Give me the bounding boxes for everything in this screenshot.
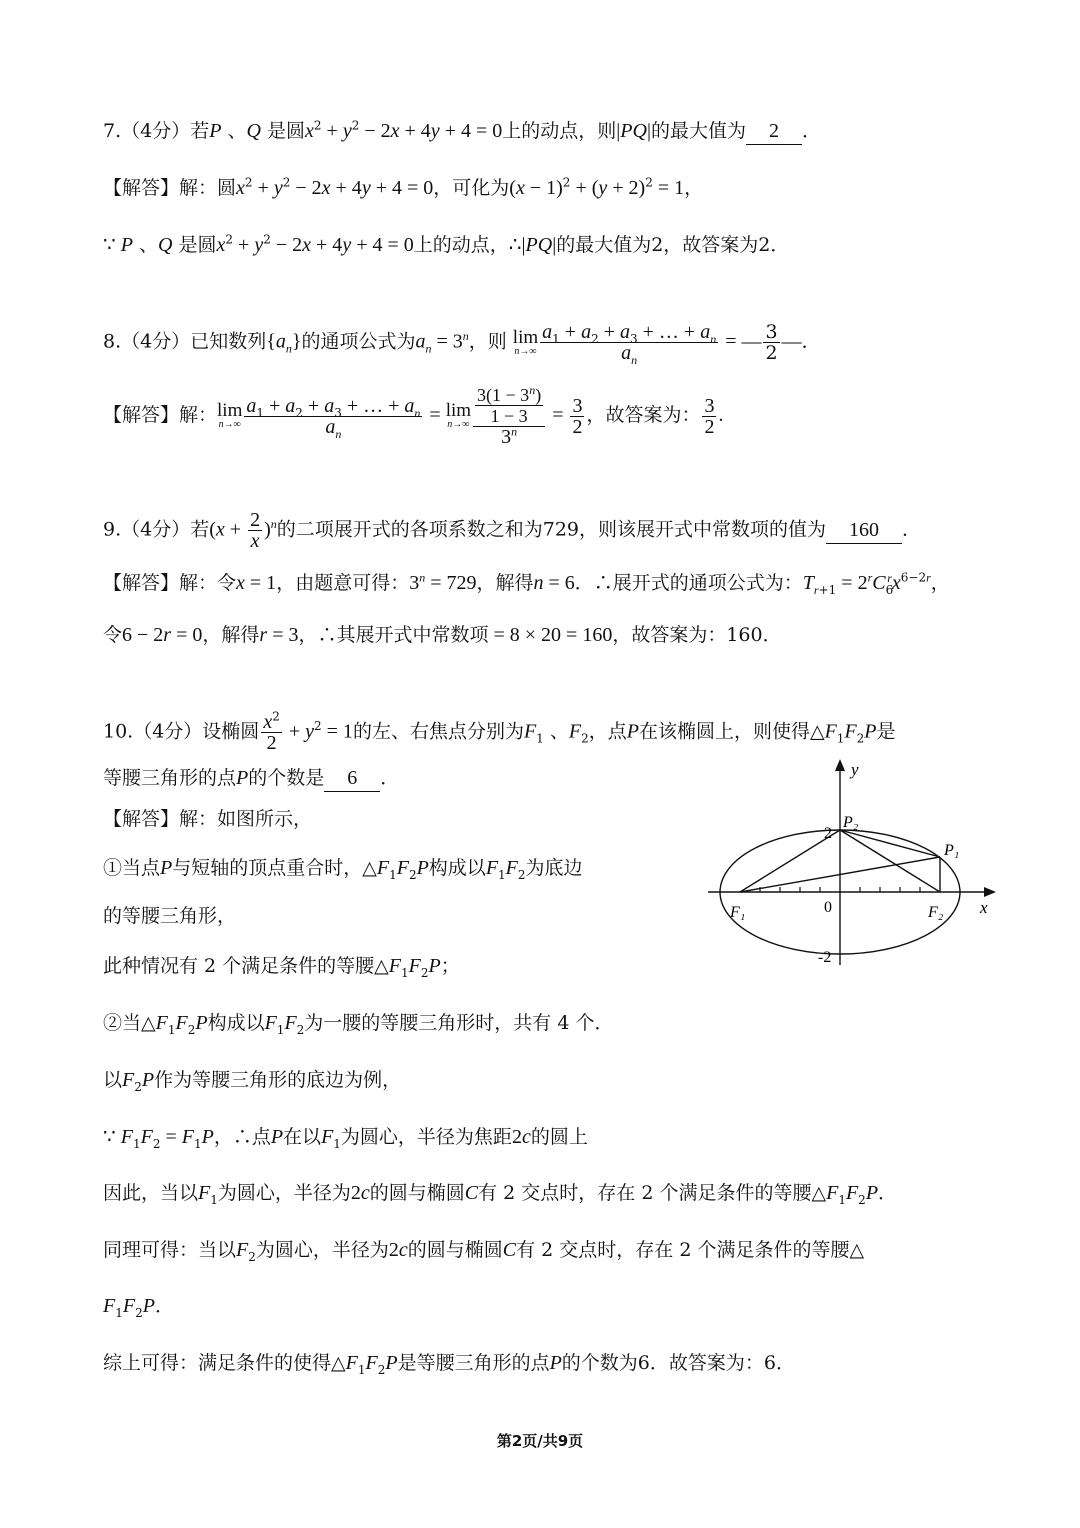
q7-answer: 2: [746, 118, 802, 145]
q8-solution: 【解答】解： lim n→∞ $\frac{a_1 + a_2 + a_3 + \dots + a_n}{a_n}$ = lim n→∞ $\frac{\frac{3(1 - 3^n)}{1 - 3}}{3^n}$ = $\frac{3}{2}$ ，故答案为： $\frac{3}{2}$ .: [103, 383, 724, 448]
q8-question: 8.（4分）已知数列$\{a_n\}$的通项公式为$a_n = 3^n$，则 lim n→∞ $\frac{a_1 + a_2 + a_3 + \dots + a_n}{a_n}$ = — $\frac{3}{2}$ —．: [103, 321, 821, 367]
q9-solution-line2: 令6 − 2r = 0，解得r = 3，∴其展开式中常数项 = 8 × 20 = 160，故答案为：160．: [103, 624, 782, 646]
q7-question: 7.（4分）若P 、Q 是圆$x^2 + y^2 - 2x + 4y + 4 = 0$上的动点，则|PQ|的最大值为 2 ．: [103, 118, 821, 145]
segment-p2-p1: [840, 830, 940, 857]
p2-label: P₂: [843, 814, 859, 831]
origin-label: 0: [824, 899, 832, 916]
bottom-tick-label: -2: [818, 949, 832, 966]
q9-question: 9.（4分）若(x + $\frac{2}{x}$ )$^n$的二项展开式的各项系数之和为729，则该展开式中常数项的值为 160 ．: [103, 509, 922, 552]
q10-conclusion: 综上可得：满足条件的使得$\triangle F_1F_2P$是等腰三角形的点P的个数为6．故答案为：6．: [103, 1352, 795, 1377]
q7-solution-line2: ∵ P 、Q 是圆$x^2 + y^2 - 2x + 4y + 4 = 0$上的动点，∴|PQ|的最大值为2，故答案为2．: [103, 232, 790, 256]
q7-solution-line1: 【解答】解：圆$x^2 + y^2 - 2x + 4y + 4 = 0$，可化为$(x - 1)^2 + (y + 2)^2 = 1$，: [103, 175, 704, 199]
q10-case1c: 此种情况有 2 个满足条件的等腰$\triangle F_1F_2P$；: [103, 955, 460, 980]
segment-p2-f2: [840, 830, 940, 892]
top-tick-label: 2: [824, 825, 832, 842]
q10-case1: ①当点P与短轴的顶点重合时，$\triangle F_1F_2P$构成以$F_1F_2$为底边: [103, 857, 583, 882]
p1-label: P₁: [944, 842, 960, 859]
q9-solution-line1: 【解答】解：令x = 1，由题意可得：$3^n = 729$，解得n = 6．∴展开式的通项公式为：$T_{r+1} = 2^rC_6^rx^{6-2r}$，: [103, 570, 950, 597]
q8-answer-num: 3: [765, 321, 778, 343]
q10-answer: 6: [324, 765, 380, 792]
f1-label: F₁: [730, 904, 746, 921]
q10-solution-label: 【解答】解：如图所示，: [103, 808, 313, 830]
q10-case6: 同理可得：当以$F_2$为圆心，半径为2c的圆与椭圆C有 2 交点时，存在 2 个满足条件的等腰△: [103, 1239, 865, 1264]
q10-case3: 以$F_2P$作为等腰三角形的底边为例，: [103, 1069, 402, 1094]
q10-case2: ②当$\triangle F_1F_2P$构成以$F_1F_2$为一腰的等腰三角形时，共有 4 个．: [103, 1012, 614, 1037]
q10-question-line2: 等腰三角形的点P的个数是 6 ．: [103, 765, 399, 792]
q10-case1b: 的等腰三角形，: [103, 905, 237, 927]
q10-case4: ∵ $F_1F_2 = F_1P$，∴点P在以$F_1$为圆心，半径为焦距2c的圆上: [103, 1126, 588, 1151]
q10-case5: 因此，当以$F_1$为圆心，半径为2c的圆与椭圆C有 2 交点时，存在 2 个满足条件的等腰$\triangle F_1F_2P$．: [103, 1182, 898, 1207]
y-arrow-icon: [835, 759, 845, 771]
q10-case7: $F_1F_2P$．: [103, 1295, 174, 1320]
x-arrow-icon: [984, 887, 996, 897]
q10-question-line1: 10.（4分）设椭圆 $\frac{x^2}{2}$ + $y^2 = 1$的左、右焦点分别为$F_1$ 、$F_2$，点P在该椭圆上，则使得$\triangle F_1F_2P$是: [103, 709, 896, 754]
f2-label: F₂: [928, 904, 944, 921]
ellipse-figure: [700, 755, 1000, 970]
y-axis-label: y: [851, 760, 859, 779]
q9-answer: 160: [826, 517, 902, 544]
x-axis-label: x: [980, 898, 988, 917]
page-footer: 第2页/共9页: [496, 1432, 584, 1450]
